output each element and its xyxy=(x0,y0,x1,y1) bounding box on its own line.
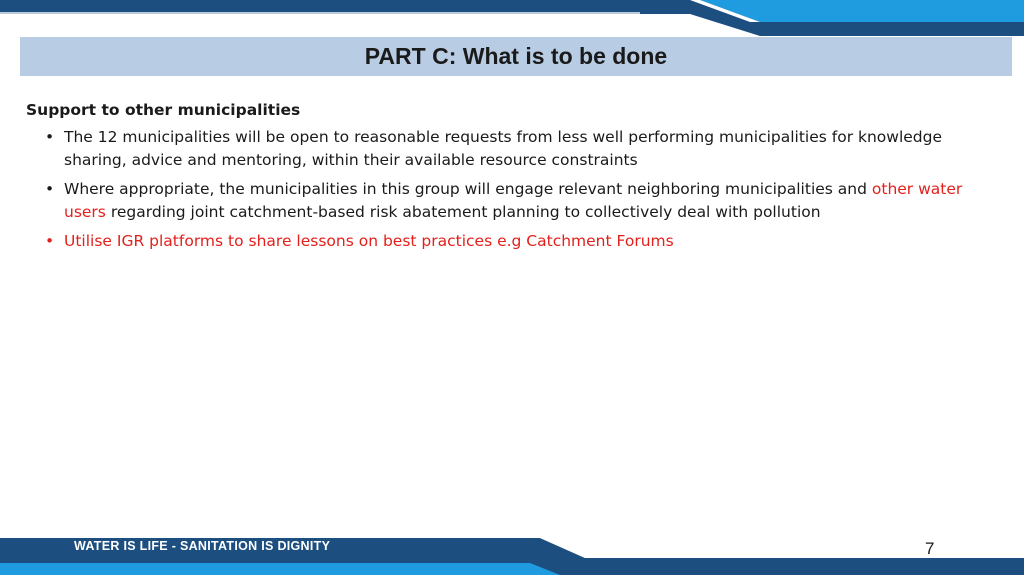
footer-slogan: WATER IS LIFE - SANITATION IS DIGNITY xyxy=(74,539,331,553)
bullet-icon: • xyxy=(45,232,55,250)
slide-title: PART C: What is to be done xyxy=(364,43,668,69)
bullet-icon: • xyxy=(45,180,55,198)
bullet-icon: • xyxy=(45,128,55,146)
section-heading: Support to other municipalities xyxy=(26,101,301,119)
bullet-3-text: Utilise IGR platforms to share lessons on best practices e.g Catchment Forums xyxy=(64,232,674,250)
bullet-list xyxy=(26,126,986,253)
bullet-item-1 xyxy=(26,126,986,172)
page-number: 7 xyxy=(925,539,935,558)
slide-content xyxy=(26,101,986,259)
bullet-1-text: The 12 municipalities will be open to reasonable requests from less well performing municipalities for knowledge sharing, advice and mentoring, within their available resource constraints xyxy=(64,128,943,169)
bullet-2-text-b: regarding joint catchment-based risk abatement planning to collectively deal with pollution xyxy=(105,203,821,221)
bullet-2-highlight: other water users xyxy=(64,180,963,221)
bullet-2-text-a: Where appropriate, the municipalities in this group will engage relevant neighboring municipalities and xyxy=(64,180,872,198)
top-decorative-band xyxy=(0,0,1024,36)
title-bar xyxy=(20,37,1012,76)
bullet-item-3 xyxy=(26,230,986,253)
bullet-item-2 xyxy=(26,178,986,224)
